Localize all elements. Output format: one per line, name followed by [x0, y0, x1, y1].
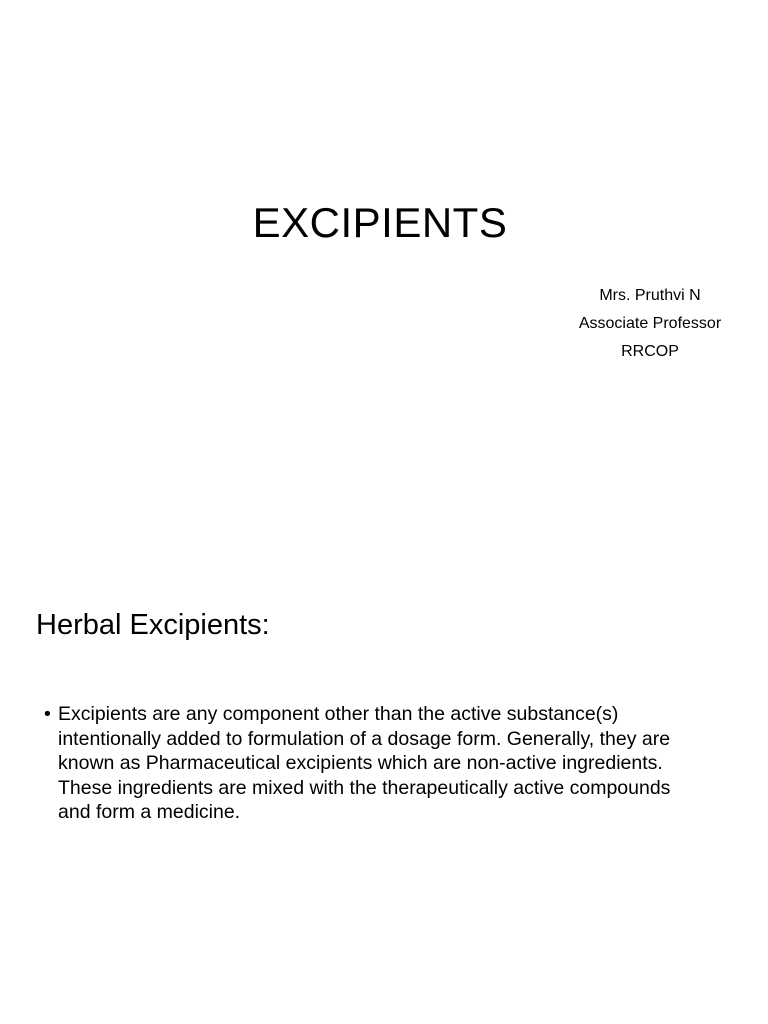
author-name: Mrs. Pruthvi N [599, 287, 701, 304]
list-item [44, 702, 704, 825]
section-heading: Herbal Excipients: [36, 609, 270, 641]
content-slide [0, 512, 768, 1024]
bullet-list [44, 702, 704, 825]
bullet-icon: • [44, 703, 51, 725]
slide-title: EXCIPIENTS [252, 199, 508, 246]
author-institution: RRCOP [621, 343, 679, 360]
author-role: Associate Professor [578, 315, 722, 332]
author-info [530, 282, 768, 366]
bullet-text: Excipients are any component other than the active substance(s) intentionally added to formulation of a dosage form. Generally, they are known as Pharmaceutical excipients which are non-active ingredients. These ingredients are mixed with the therapeutically active compounds and form a medicine. [58, 703, 671, 823]
